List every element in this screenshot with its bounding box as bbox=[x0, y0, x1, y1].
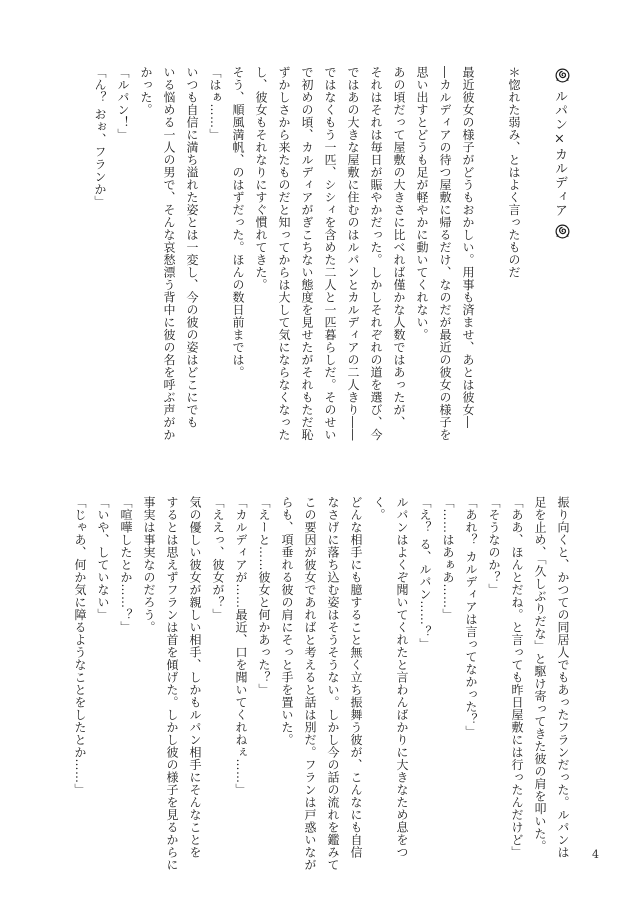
text-line: するとは思えずフランは首を傾げた。しかし彼の様子を見るからに bbox=[165, 496, 179, 871]
text-line: 「あれ？ カルディアは言ってなかった？」 bbox=[464, 496, 478, 738]
text-line: 「ん？ おぉ、フランか」 bbox=[93, 66, 107, 208]
text-line: どんな相手にも臆すること無く立ち振舞う彼が、こんなにも自信 bbox=[349, 496, 363, 859]
rose-icon bbox=[555, 68, 570, 83]
section-title-text: ルパン×カルディア bbox=[552, 89, 567, 218]
text-line: く。 bbox=[372, 496, 386, 521]
page-number: 4 bbox=[592, 848, 599, 861]
text-line: 最近彼女の様子がどうもおかしい。用事も済ませ、あとは彼女― bbox=[461, 66, 475, 429]
text-line: し、彼女もそれなりにすぐ慣れてきた。 bbox=[254, 66, 268, 291]
section-title bbox=[548, 66, 571, 461]
text-line: この要因が彼女であればと考えると話は別だ。フランは戸惑いなが bbox=[303, 496, 317, 871]
text-line: それはそれは毎日が賑やかだった。しかしそれぞれの道を選び、今 bbox=[369, 66, 383, 441]
text-line: ―カルディアの待つ屋敷に帰るだけ、なのだが最近の彼女の様子を bbox=[438, 66, 452, 441]
upper-text-block bbox=[93, 66, 571, 461]
text-line: 「ルパン！」 bbox=[116, 66, 130, 141]
text-line: で初めの頃、カルディアがぎこちない態度を見せたがそれもただ恥 bbox=[300, 66, 314, 441]
rose-icon bbox=[555, 224, 570, 239]
text-line: かった。 bbox=[139, 66, 153, 116]
text-line: 「いや、していない」 bbox=[96, 496, 110, 621]
text-line: そう、順風満帆、のはずだった。ほんの数日前までは。 bbox=[231, 66, 245, 379]
lower-text-block bbox=[73, 496, 574, 871]
text-line: なさげに落ち込む姿はそうそうない。しかし今の話の流れを鑑みて bbox=[326, 496, 340, 871]
text-line: らも、項垂れる彼の肩にそっと手を置いた。 bbox=[280, 496, 294, 746]
text-line: ルパンはよくぞ聞いてくれたと言わんばかりに大きなため息をつ bbox=[395, 496, 409, 859]
text-line: 「じゃあ、何か気に障るようなことをしたとか……」 bbox=[73, 496, 87, 796]
text-line: いる悩める一人の男で、そんな哀愁漂う背中に彼の名を呼ぶ声がか bbox=[162, 66, 176, 441]
text-line: 「はぁ……」 bbox=[208, 66, 222, 141]
text-line: 「えーと……彼女と何かあった？」 bbox=[257, 496, 271, 696]
text-line: 「喧嘩したとか……？」 bbox=[119, 496, 133, 634]
text-line: 「え？ る、ルパン……？」 bbox=[418, 496, 432, 651]
text-line: 「ええっ、彼女が？」 bbox=[211, 496, 225, 621]
text-line: 「カルディアが……最近、口を聞いてくれねぇ……」 bbox=[234, 496, 248, 796]
text-line: 「そうなのか？」 bbox=[487, 496, 501, 596]
text-line: 思い出すとどうも足が軽やかに動いてくれない。 bbox=[415, 66, 429, 341]
text-line: ではなくもう一匹、シシィを含めた二人と一匹暮らしだ。そのせい bbox=[323, 66, 337, 441]
text-line: ＊惚れた弱み、とはよく言ったものだ bbox=[507, 66, 521, 279]
text-line: あの頃だって屋敷の大きさに比べれば僅かな人数ではあったが、 bbox=[392, 66, 406, 429]
blank-line bbox=[479, 66, 502, 461]
text-line: 「……はあぁあ……」 bbox=[441, 496, 455, 621]
text-line: ではあの大きな屋敷に住むのはルパンとカルディアの二人きり―― bbox=[346, 66, 360, 441]
text-line: 「ああ、ほんとだね。と言っても昨日屋敷には行ったんだけど」 bbox=[510, 496, 524, 859]
text-line: 気の優しい彼女が親しい相手、しかもルパン相手にそんなことを bbox=[188, 496, 202, 859]
text-line: 振り向くと、かつての同居人でもあったフランだった。ルパンは bbox=[556, 496, 570, 859]
text-line: いつも自信に満ち溢れた姿とは一変し、今の彼の姿はどこにでも bbox=[185, 66, 199, 429]
text-line: ずかしさから来たものだと知ってからは大して気にならなくなった bbox=[277, 66, 291, 441]
text-line: 事実は事実なのだろう。 bbox=[142, 496, 156, 634]
text-line: 足を止め、「久しぶりだな」と駆け寄ってきた彼の肩を叩いた。 bbox=[533, 496, 547, 853]
